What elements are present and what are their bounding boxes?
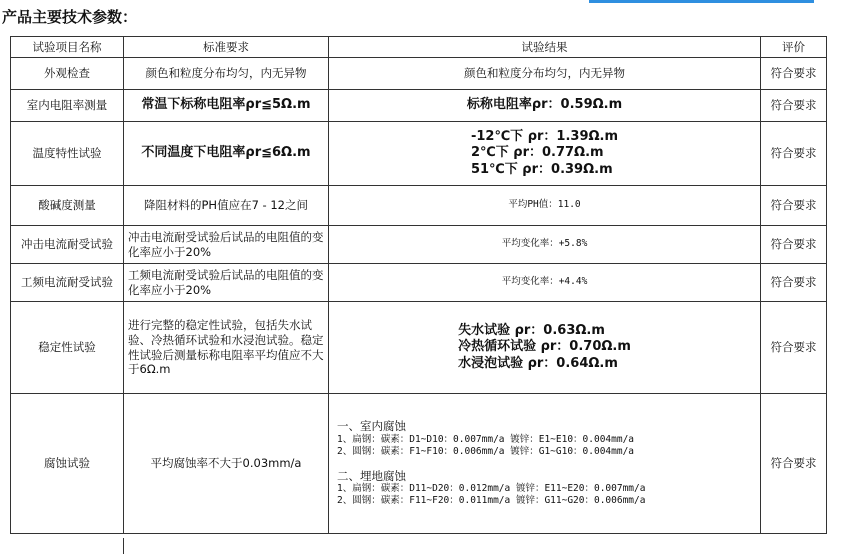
header-item: 试验项目名称	[11, 37, 124, 58]
result-cell: 平均PH值：11.0	[329, 186, 761, 226]
item-cell: 酸碱度测量	[11, 186, 124, 226]
item-cell: 冲击电流耐受试验	[11, 226, 124, 264]
result-cell	[329, 122, 761, 186]
evaluation-cell: 符合要求	[761, 394, 827, 534]
evaluation-cell: 符合要求	[761, 186, 827, 226]
evaluation-cell: 符合要求	[761, 302, 827, 394]
result-line: 冷热循环试验 ρr：0.70Ω.m	[458, 339, 631, 355]
table-row	[11, 90, 827, 122]
result-line: 1、扁钢：碳素：D1~D10：0.007mm/a 镀锌：E1~E10：0.004mm/a	[337, 434, 635, 446]
header-evaluation: 评价	[761, 37, 827, 58]
table-row	[11, 302, 827, 394]
item-cell: 温度特性试验	[11, 122, 124, 186]
result-cell	[329, 302, 761, 394]
spacer	[337, 459, 752, 469]
item-cell: 稳定性试验	[11, 302, 124, 394]
header-requirement: 标准要求	[124, 37, 329, 58]
requirement-cell: 平均腐蚀率不大于0.03mm/a	[124, 394, 329, 534]
requirement-cell: 进行完整的稳定性试验，包括失水试验、冷热循环试验和水浸泡试验。稳定性试验后测量标称电阻率平均值应不大于6Ω.m	[124, 302, 329, 394]
item-cell: 室内电阻率测量	[11, 90, 124, 122]
result-line: 二、埋地腐蚀	[337, 468, 406, 483]
table-row	[11, 226, 827, 264]
result-line: 1、扁钢：碳素：D11~D20：0.012mm/a 镀锌：E11~E20：0.007mm/a	[337, 483, 646, 495]
top-accent-bar	[589, 0, 814, 3]
page-title: 产品主要技术参数：	[2, 8, 138, 26]
table-header-row	[11, 37, 827, 58]
item-cell: 外观检查	[11, 58, 124, 90]
evaluation-cell: 符合要求	[761, 90, 827, 122]
evaluation-cell: 符合要求	[761, 226, 827, 264]
requirement-cell: 颜色和粒度分布均匀，内无异物	[124, 58, 329, 90]
result-line: 2、圆钢：碳素：F11~F20：0.011mm/a 镀锌：G11~G20：0.006mm/a	[337, 495, 646, 507]
technical-parameters-table	[10, 36, 827, 534]
requirement-cell: 不同温度下电阻率ρr≦6Ω.m	[124, 122, 329, 186]
requirement-cell: 工频电流耐受试验后试品的电阻值的变化率应小于20%	[124, 264, 329, 302]
requirement-cell: 冲击电流耐受试验后试品的电阻值的变化率应小于20%	[124, 226, 329, 264]
result-cell: 颜色和粒度分布均匀，内无异物	[329, 58, 761, 90]
header-result: 试验结果	[329, 37, 761, 58]
table-row	[11, 186, 827, 226]
result-line: 51℃下 ρr：0.39Ω.m	[470, 161, 613, 177]
item-cell: 工频电流耐受试验	[11, 264, 124, 302]
table-row	[11, 58, 827, 90]
result-cell: 平均变化率：+5.8%	[329, 226, 761, 264]
result-line: 2、圆钢：碳素：F1~F10：0.006mm/a 镀锌：G1~G10：0.004mm/a	[337, 446, 635, 458]
result-cell: 标称电阻率ρr：0.59Ω.m	[329, 90, 761, 122]
result-line: 2℃下 ρr：0.77Ω.m	[470, 145, 604, 161]
requirement-cell: 常温下标称电阻率ρr≦5Ω.m	[124, 90, 329, 122]
result-line: 一、室内腐蚀	[337, 419, 406, 434]
table-row	[11, 394, 827, 534]
evaluation-cell: 符合要求	[761, 58, 827, 90]
table-row	[11, 122, 827, 186]
result-line: 失水试验 ρr：0.63Ω.m	[458, 322, 605, 338]
result-line: 水浸泡试验 ρr：0.64Ω.m	[458, 355, 618, 371]
result-cell	[329, 394, 761, 534]
table-tail-line	[123, 538, 124, 554]
table-row	[11, 264, 827, 302]
result-cell: 平均变化率：+4.4%	[329, 264, 761, 302]
result-line: -12℃下 ρr：1.39Ω.m	[470, 128, 619, 144]
evaluation-cell: 符合要求	[761, 264, 827, 302]
item-cell: 腐蚀试验	[11, 394, 124, 534]
requirement-cell: 降阻材料的PH值应在7 - 12之间	[124, 186, 329, 226]
evaluation-cell: 符合要求	[761, 122, 827, 186]
